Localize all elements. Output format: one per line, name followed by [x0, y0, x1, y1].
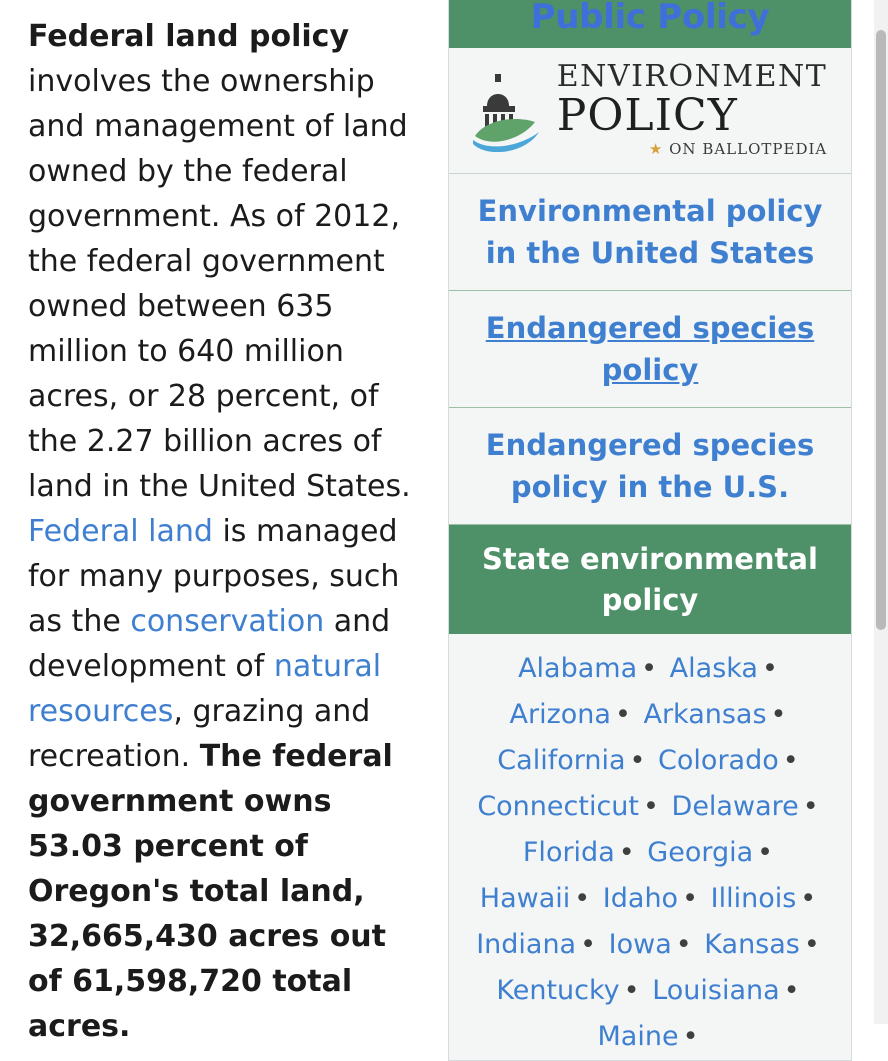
sidebar-link-endangered-species-policy-us[interactable]: Endangered species policy in the U.S. [485, 427, 815, 504]
sidebar-state-link[interactable]: Delaware [671, 791, 799, 823]
link-conservation[interactable]: conservation [130, 604, 325, 639]
sidebar-state-link[interactable]: Maine [597, 1021, 679, 1053]
vertical-scrollbar-thumb[interactable] [876, 30, 886, 630]
state-separator: • [770, 699, 787, 731]
sidebar-logo-text [556, 58, 828, 158]
article-text-1: involves the ownership and management of land owned by the federal government. As of 2012, the federal government owned between 635 million to 640 million acres, or 28 percent, of the 2.27 billion acres of land in the United States. [28, 64, 411, 504]
sidebar-link-endangered-species-policy[interactable]: Endangered species policy [485, 310, 815, 387]
sidebar-state-link[interactable]: Hawaii [479, 883, 571, 915]
state-separator: • [574, 883, 591, 915]
state-separator: • [803, 929, 820, 961]
sidebar-state-link[interactable]: Connecticut [477, 791, 639, 823]
sidebar-state-link[interactable]: Arizona [509, 699, 611, 731]
logo-line-policy: POLICY [556, 89, 738, 141]
article-text-4: , grazing and recreation. [28, 694, 371, 774]
logo-line-environment: ENVIRONMENT [556, 58, 828, 94]
link-natural-resources[interactable]: natural resources [28, 649, 382, 729]
sidebar-logo [449, 48, 851, 174]
article-text-2: is managed for many purposes, such as the [28, 514, 400, 639]
sidebar-state-link[interactable]: Idaho [602, 883, 679, 915]
sidebar-state-link[interactable]: Louisiana [652, 975, 780, 1007]
state-separator: • [629, 745, 646, 777]
sidebar-state-link[interactable]: Georgia [647, 837, 754, 869]
sidebar-link-row-1[interactable] [449, 291, 851, 408]
state-separator: • [782, 745, 799, 777]
state-separator: • [618, 837, 635, 869]
sidebar-state-link[interactable]: Florida [522, 837, 615, 869]
state-separator: • [580, 929, 597, 961]
sidebar-state-link[interactable]: Alaska [669, 653, 758, 685]
sidebar-section-title-state-environmental-policy: State environmental policy [449, 525, 851, 634]
sidebar-state-list [449, 634, 851, 1060]
sidebar-link-environmental-policy-us[interactable]: Environmental policy in the United States [477, 193, 823, 270]
state-separator: • [802, 791, 819, 823]
article-bold-tail: The federal government owns 53.03 percent of Oregon's total land, 32,665,430 acres out of 61,598,720 total acres. [28, 739, 393, 1044]
star-icon: ★ [648, 139, 664, 158]
state-separator: • [614, 699, 631, 731]
environment-policy-sidebar [448, 0, 852, 1061]
article-paragraph [28, 14, 418, 1049]
state-separator: • [783, 975, 800, 1007]
state-separator: • [641, 653, 658, 685]
sidebar-link-row-0[interactable] [449, 174, 851, 291]
state-separator: • [682, 883, 699, 915]
state-separator: • [643, 791, 659, 823]
logo-sub-text: ON BALLOTPEDIA [669, 139, 828, 158]
sidebar-state-link[interactable]: Alabama [518, 653, 638, 685]
sidebar-state-link[interactable]: Arkansas [643, 699, 767, 731]
state-separator: • [682, 1021, 699, 1053]
sidebar-state-link[interactable]: Colorado [658, 745, 779, 777]
sidebar-state-link[interactable]: Indiana [476, 929, 577, 961]
logo-line-ballotpedia [648, 139, 828, 158]
sidebar-state-link[interactable]: Iowa [608, 929, 672, 961]
state-separator: • [761, 653, 778, 685]
capitol-dome-icon [473, 66, 549, 152]
article-text-3: and development of [28, 604, 391, 684]
link-federal-land[interactable]: Federal land [28, 514, 213, 549]
sidebar-link-row-2[interactable] [449, 408, 851, 525]
article-body [0, 0, 440, 1049]
state-separator: • [800, 883, 817, 915]
vertical-scrollbar-track[interactable] [874, 0, 888, 1024]
sidebar-state-link[interactable]: Illinois [710, 883, 797, 915]
sidebar-state-link[interactable]: California [497, 745, 626, 777]
sidebar-state-link[interactable]: Kentucky [496, 975, 620, 1007]
state-separator: • [623, 975, 640, 1007]
sidebar-header-title: Public Policy [449, 0, 851, 48]
sidebar-state-link[interactable]: Kansas [704, 929, 800, 961]
state-separator: • [675, 929, 692, 961]
state-separator: • [757, 837, 774, 869]
article-lead-term: Federal land policy [28, 19, 350, 54]
